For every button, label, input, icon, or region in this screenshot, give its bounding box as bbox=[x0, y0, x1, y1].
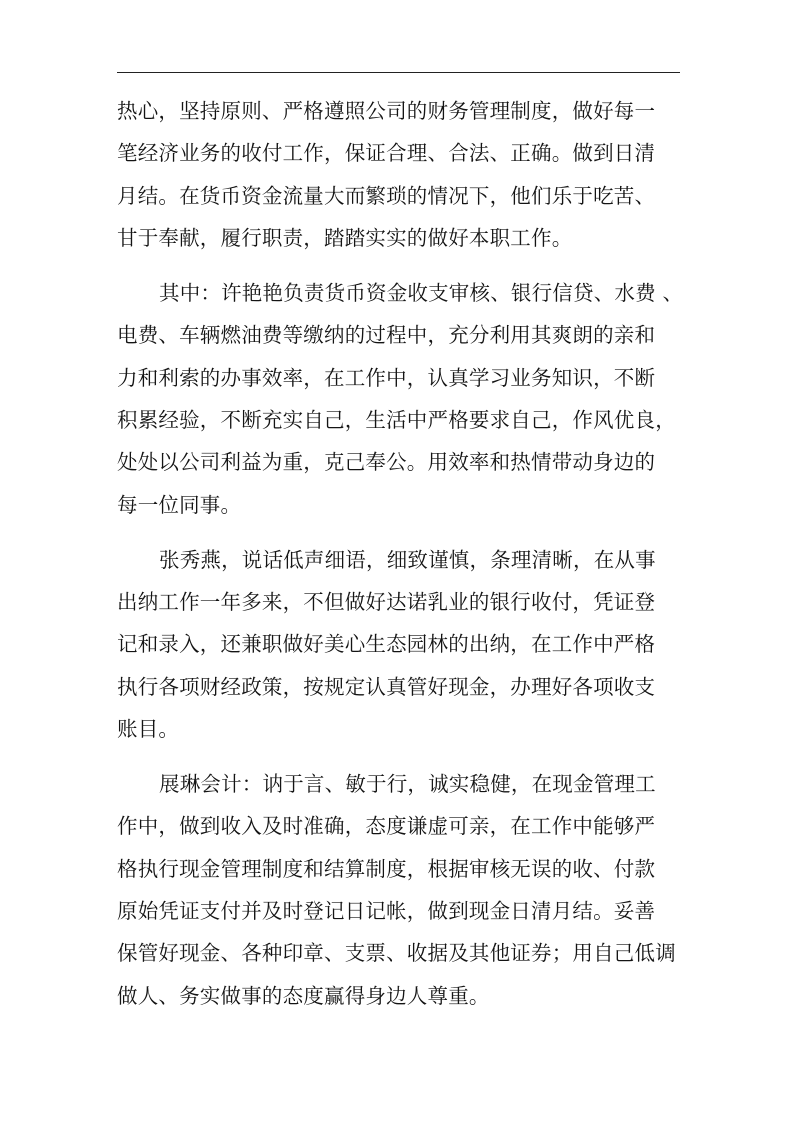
paragraph-xu-yanyan bbox=[117, 272, 683, 526]
text-line: 其中：许艳艳负责货币资金收支审核、银行信贷、水费 、 bbox=[159, 280, 684, 305]
text-line: 保管好现金、各种印章、支票、收据及其他证券；用自己低调 bbox=[117, 941, 676, 966]
text-line: 记和录入，还兼职做好美心生态园林的出纳，在工作中严格 bbox=[117, 632, 656, 657]
text-line: 力和利索的办事效率，在工作中，认真学习业务知识，不断 bbox=[117, 365, 656, 390]
text-line: 执行各项财经政策，按规定认真管好现金，办理好各项收支 bbox=[117, 674, 656, 699]
text-line: 电费、车辆燃油费等缴纳的过程中，充分利用其爽朗的亲和 bbox=[117, 323, 656, 348]
text-line: 张秀燕，说话低声细语，细致谨慎，条理清晰，在从事 bbox=[159, 547, 656, 572]
text-line: 做人、务实做事的态度赢得身边人尊重。 bbox=[117, 983, 490, 1008]
text-line: 积累经验，不断充实自己，生活中严格要求自己，作风优良， bbox=[117, 408, 676, 433]
text-line: 处处以公司利益为重，克己奉公。用效率和热情带动身边的 bbox=[117, 450, 656, 475]
text-line: 笔经济业务的收付工作，保证合理、合法、正确。做到日清 bbox=[117, 141, 656, 166]
text-line: 作中，做到收入及时准确，态度谦虚可亲，在工作中能够严 bbox=[117, 814, 656, 839]
header-rule bbox=[117, 72, 680, 73]
text-line: 每一位同事。 bbox=[117, 492, 242, 517]
text-line: 原始凭证支付并及时登记日记帐，做到现金日清月结。妥善 bbox=[117, 898, 656, 923]
paragraph-zhang-xiuyan bbox=[117, 539, 683, 751]
text-line: 出纳工作一年多来，不但做好达诺乳业的银行收付，凭证登 bbox=[117, 589, 656, 614]
text-line: 月结。在货币资金流量大而繁琐的情况下，他们乐于吃苦、 bbox=[117, 183, 656, 208]
paragraph-intro bbox=[117, 90, 683, 260]
text-line: 甘于奉献，履行职责，踏踏实实的做好本职工作。 bbox=[117, 226, 573, 251]
text-line: 格执行现金管理制度和结算制度，根据审核无误的收、付款 bbox=[117, 856, 656, 881]
text-line: 账目。 bbox=[117, 717, 180, 742]
document-body bbox=[117, 90, 683, 1029]
text-line: 热心，坚持原则、严格遵照公司的财务管理制度，做好每一 bbox=[117, 99, 656, 123]
paragraph-zhan-lin bbox=[117, 763, 683, 1017]
text-line: 展琳会计：讷于言、敏于行，诚实稳健，在现金管理工 bbox=[159, 771, 656, 796]
